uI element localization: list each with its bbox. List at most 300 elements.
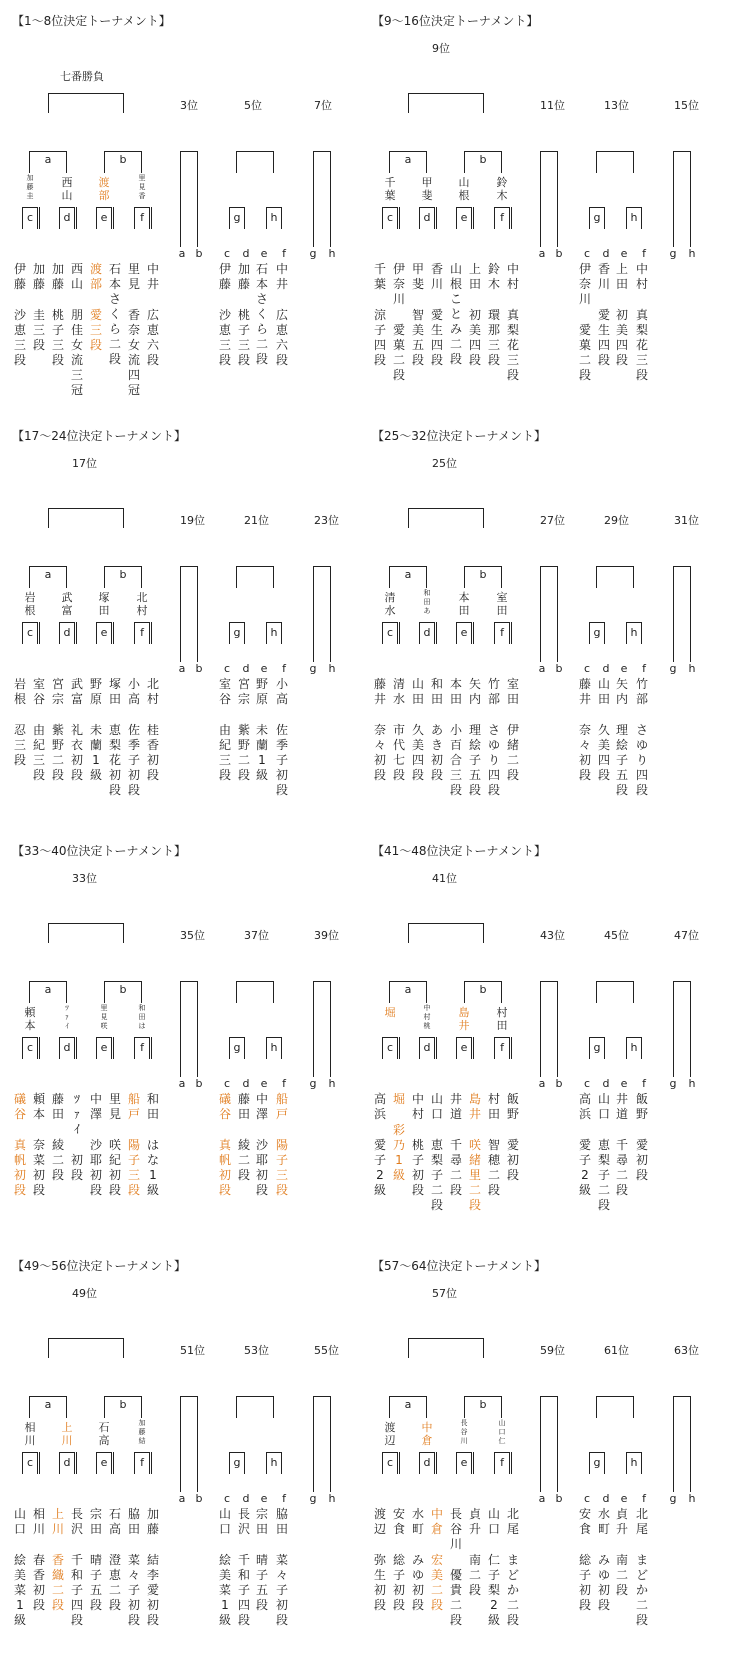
player-char: 町 [411, 1522, 424, 1536]
player-char: 段 [487, 353, 500, 367]
player-char: 紫 [51, 723, 64, 737]
player-char: 五 [89, 1583, 102, 1597]
final-rank-label: 33位 [72, 872, 97, 885]
slot-label-e: e [620, 247, 628, 260]
player-char: 段 [468, 353, 481, 367]
player-char: 塚 [108, 677, 121, 691]
player-char: 谷 [218, 692, 231, 706]
player-char: 沢 [70, 1522, 83, 1536]
rank-bracket [673, 566, 691, 662]
player-char: ﾂ [73, 1092, 80, 1106]
rank-label: 45位 [604, 929, 629, 942]
player-char: 広 [275, 308, 288, 322]
player-char: 宮 [237, 677, 250, 691]
player-char: 伊 [13, 262, 26, 276]
player-char: ゆ [635, 738, 648, 752]
player-char: 加 [32, 262, 45, 276]
player-char: 段 [506, 768, 519, 782]
bracket-box-g: g [229, 1037, 245, 1059]
player-char: 奈 [32, 1138, 45, 1152]
player-char: 六 [275, 338, 288, 352]
player-char: 四 [411, 753, 424, 767]
player-char: 宗 [255, 1507, 268, 1521]
player-char: 田 [506, 692, 519, 706]
player-char: 桃 [237, 308, 250, 322]
slot-label-f: f [282, 662, 286, 675]
player-char: 二 [578, 353, 591, 367]
player-char: 部 [635, 692, 648, 706]
player-char: 香 [597, 262, 610, 276]
player-char: 井 [468, 1107, 481, 1121]
player-char: 段 [218, 353, 231, 367]
player-char: 本 [108, 277, 121, 291]
player-char: 矢 [468, 677, 481, 691]
rank-label: 27位 [540, 514, 565, 527]
player-char: 耶 [255, 1153, 268, 1167]
player-char: 冠 [70, 383, 83, 397]
player-char: 乃 [392, 1138, 405, 1152]
player-char: 中 [411, 1092, 424, 1106]
player-char: 二 [51, 753, 64, 767]
player-char: 初 [32, 1168, 45, 1182]
player-char: 段 [506, 1168, 519, 1182]
player-char: 段 [237, 1613, 250, 1627]
player-char: さ [108, 292, 121, 306]
player-char: 段 [13, 753, 26, 767]
player-char: 尋 [615, 1153, 628, 1167]
slot-label-h: h [328, 1077, 336, 1090]
semifinalist-name: 山 根 [458, 176, 470, 202]
slot-label-a: a [538, 247, 546, 260]
player-char: 子 [255, 1568, 268, 1582]
rank-label: 11位 [540, 99, 565, 112]
player-char: 子 [578, 1153, 591, 1167]
player-char: ど [635, 1568, 648, 1582]
player-char: 代 [392, 738, 405, 752]
player-char: 岩 [13, 677, 26, 691]
player-char: 綾 [237, 1138, 250, 1152]
player-char: ゆ [411, 1568, 424, 1582]
bracket-box-e: e [96, 1037, 112, 1059]
player-char: 々 [578, 738, 591, 752]
slot-label-h: h [328, 662, 336, 675]
bracket-label-b: b [119, 153, 127, 166]
rank-bracket [596, 151, 634, 173]
bracket-stem [473, 622, 474, 644]
player-char: 段 [411, 768, 424, 782]
player-char: 田 [430, 692, 443, 706]
bracket-label-b: b [479, 153, 487, 166]
rank-label: 43位 [540, 929, 565, 942]
player-char: 級 [392, 1168, 405, 1182]
bracket-box-c: c [22, 207, 38, 229]
player-char: 二 [615, 1568, 628, 1582]
player-char: 初 [275, 768, 288, 782]
bracket-stem [399, 1037, 400, 1059]
player-char: 級 [89, 768, 102, 782]
player-char: 2 [581, 1168, 589, 1182]
player-char: 和 [146, 1092, 159, 1106]
player-char: 美 [218, 1568, 231, 1582]
player-char: 村 [146, 692, 159, 706]
player-char: 帆 [218, 1153, 231, 1167]
player-char: 礼 [70, 723, 83, 737]
rank-bracket [673, 1396, 691, 1492]
player-char: 段 [597, 353, 610, 367]
player-char: 衣 [70, 738, 83, 752]
player-char: 谷 [13, 1107, 26, 1121]
player-char: 加 [51, 262, 64, 276]
player-char: 美 [13, 1568, 26, 1582]
slot-label-e: e [260, 1492, 268, 1505]
player-char: 紀 [218, 738, 231, 752]
player-char: 鈴 [487, 262, 500, 276]
bracket-box-e: e [456, 207, 472, 229]
player-char: 段 [615, 1583, 628, 1597]
player-char: 藤 [218, 277, 231, 291]
player-char: 宗 [89, 1507, 102, 1521]
player-char: 初 [578, 1583, 591, 1597]
slot-label-c: c [583, 1492, 591, 1505]
bracket-stem [511, 1037, 512, 1059]
rank-label: 15位 [674, 99, 699, 112]
player-char: 子 [51, 323, 64, 337]
bracket-box-d: d [59, 1037, 75, 1059]
player-char: 川 [578, 292, 591, 306]
player-char: 生 [597, 323, 610, 337]
final-bracket-line [408, 93, 484, 113]
player-char: 段 [487, 783, 500, 797]
semifinalist-name: 渡 部 [98, 176, 110, 202]
semifinalist-name: 室 田 [496, 591, 508, 617]
slot-label-f: f [642, 1492, 646, 1505]
final-rank-label: 17位 [72, 457, 97, 470]
player-char: 子 [275, 1583, 288, 1597]
bracket-box-d: d [419, 622, 435, 644]
player-char: 総 [392, 1553, 405, 1567]
player-char: 絵 [468, 738, 481, 752]
player-char: 安 [578, 1507, 591, 1521]
slot-label-c: c [223, 1492, 231, 1505]
player-char: 菜 [218, 1583, 231, 1597]
player-char: 晴 [89, 1553, 102, 1567]
player-char: 沢 [237, 1522, 250, 1536]
player-char: 段 [32, 338, 45, 352]
player-char: 渡 [373, 1507, 386, 1521]
player-char: 段 [146, 1613, 159, 1627]
player-char: 段 [506, 368, 519, 382]
player-char: 川 [597, 277, 610, 291]
player-char: 初 [108, 1168, 121, 1182]
bracket-section [0, 0, 751, 415]
player-char: 桂 [146, 723, 159, 737]
player-char: 愛 [597, 308, 610, 322]
player-char: 四 [635, 768, 648, 782]
player-char: 田 [51, 1107, 64, 1121]
player-char: 船 [275, 1092, 288, 1106]
player-char: 甲 [411, 262, 424, 276]
bracket-box-g: g [229, 622, 245, 644]
player-char: 美 [597, 738, 610, 752]
player-char: 段 [411, 353, 424, 367]
bracket-stem [399, 622, 400, 644]
slot-label-g: g [309, 247, 317, 260]
player-char: 恵 [218, 323, 231, 337]
player-char: 竹 [635, 677, 648, 691]
player-char: 段 [635, 1613, 648, 1627]
player-char: 段 [51, 1168, 64, 1182]
player-char: 原 [255, 692, 268, 706]
player-char: 田 [89, 1522, 102, 1536]
player-char: 陽 [275, 1138, 288, 1152]
rank-label: 37位 [244, 929, 269, 942]
player-char: 段 [13, 353, 26, 367]
slot-label-a: a [538, 1492, 546, 1505]
player-char: 由 [32, 723, 45, 737]
slot-label-b: b [195, 662, 203, 675]
slot-label-g: g [309, 1492, 317, 1505]
player-char: 段 [127, 1613, 140, 1627]
player-char: 加 [146, 1507, 159, 1521]
player-char: 食 [392, 1522, 405, 1536]
player-char: 二 [51, 1583, 64, 1597]
player-char: 晴 [255, 1553, 268, 1567]
player-char: 七 [392, 753, 405, 767]
player-char: 北 [635, 1507, 648, 1521]
player-char: 段 [255, 1183, 268, 1197]
slot-label-d: d [242, 247, 250, 260]
player-char: 高 [373, 1092, 386, 1106]
player-char: 真 [218, 1138, 231, 1152]
player-char: 三 [449, 768, 462, 782]
player-char: 本 [449, 677, 462, 691]
player-char: 部 [487, 692, 500, 706]
player-char: 沙 [255, 1138, 268, 1152]
player-char: 段 [32, 1183, 45, 1197]
player-char: 奈 [578, 723, 591, 737]
player-char: 流 [127, 353, 140, 367]
rank-label: 61位 [604, 1344, 629, 1357]
player-char: 矢 [615, 677, 628, 691]
bracket-box-e: e [456, 1037, 472, 1059]
bracket-label-b: b [119, 1398, 127, 1411]
bracket-section [0, 1245, 751, 1660]
player-char: 北 [506, 1507, 519, 1521]
player-char: 戸 [275, 1107, 288, 1121]
player-char: 戸 [127, 1107, 140, 1121]
semifinalist-name: 頼 本 [24, 1006, 36, 1032]
player-char: 恵 [597, 1138, 610, 1152]
player-char: 段 [108, 352, 121, 366]
slot-label-f: f [282, 1492, 286, 1505]
player-char: 段 [255, 1598, 268, 1612]
player-char: あ [430, 723, 443, 737]
player-char: 根 [449, 277, 462, 291]
semifinalist-name: 西 山 [61, 176, 73, 202]
player-char: 美 [411, 323, 424, 337]
player-char: 田 [615, 277, 628, 291]
bracket-label-b: b [479, 568, 487, 581]
player-char: 五 [468, 768, 481, 782]
player-char: 長 [449, 1507, 462, 1521]
player-char: 未 [255, 723, 268, 737]
player-char: 川 [51, 1522, 64, 1536]
player-char: 1 [16, 1598, 24, 1612]
player-char: 段 [392, 368, 405, 382]
player-char: 蘭 [89, 738, 102, 752]
player-char: 二 [487, 1168, 500, 1182]
player-char: 段 [127, 1183, 140, 1197]
player-char: 段 [51, 353, 64, 367]
player-char: 二 [237, 753, 250, 767]
player-char: 島 [468, 1092, 481, 1106]
bracket-label-a: a [44, 1398, 52, 1411]
bracket-box-g: g [589, 1037, 605, 1059]
player-char: 浜 [373, 1107, 386, 1121]
player-char: み [411, 1553, 424, 1567]
player-char: 根 [13, 692, 26, 706]
player-char: 段 [411, 1598, 424, 1612]
player-char: 長 [237, 1507, 250, 1521]
player-char: 礒 [218, 1092, 231, 1106]
player-char: 段 [146, 353, 159, 367]
player-char: 子 [89, 1568, 102, 1582]
player-char: 貴 [449, 1583, 462, 1597]
player-char: 菜 [127, 1553, 140, 1567]
player-char: 相 [32, 1507, 45, 1521]
player-char: 梨 [430, 1153, 443, 1167]
player-char: 木 [487, 277, 500, 291]
rank-label: 39位 [314, 929, 339, 942]
player-char: 口 [597, 1107, 610, 1121]
player-char: 三 [127, 1168, 140, 1182]
player-char: 西 [70, 262, 83, 276]
player-char: 季 [275, 738, 288, 752]
player-char: 初 [146, 1598, 159, 1612]
player-char: 葉 [373, 277, 386, 291]
player-char: 千 [449, 1138, 462, 1152]
player-char: 段 [373, 768, 386, 782]
player-char: 咲 [468, 1138, 481, 1152]
semifinalist-name: 塚 田 [98, 591, 110, 617]
player-char: 井 [449, 1092, 462, 1106]
player-char: 井 [275, 277, 288, 291]
player-char: 山 [430, 1092, 443, 1106]
player-char: 宗 [237, 692, 250, 706]
player-char: 由 [218, 723, 231, 737]
player-char: 紀 [32, 738, 45, 752]
bracket-box-h: h [266, 1037, 282, 1059]
player-char: 子 [127, 1583, 140, 1597]
player-char: 千 [373, 262, 386, 276]
slot-label-e: e [620, 662, 628, 675]
player-char: 級 [13, 1613, 26, 1627]
player-char: 和 [237, 1568, 250, 1582]
rank-label: 35位 [180, 929, 205, 942]
player-char: 二 [506, 1598, 519, 1612]
bracket-box-e: e [96, 207, 112, 229]
player-char: 梨 [108, 738, 121, 752]
player-char: 野 [506, 1107, 519, 1121]
player-char: 田 [275, 1522, 288, 1536]
player-char: 小 [127, 677, 140, 691]
player-char: ｧ [73, 1107, 80, 1121]
semifinalist-name: 島 井 [458, 1006, 470, 1032]
player-char: 段 [51, 768, 64, 782]
slot-label-f: f [282, 1077, 286, 1090]
player-char: 三 [13, 338, 26, 352]
player-char: 段 [237, 1168, 250, 1182]
final-bracket-line [408, 508, 484, 528]
player-char: 井 [578, 692, 591, 706]
player-char: 絵 [615, 738, 628, 752]
player-char: 智 [487, 1138, 500, 1152]
slot-label-c: c [583, 247, 591, 260]
player-char: 段 [275, 783, 288, 797]
player-char: 田 [108, 692, 121, 706]
player-char: 山 [70, 277, 83, 291]
player-char: 緒 [506, 738, 519, 752]
player-char: 山 [411, 677, 424, 691]
player-char: 弥 [373, 1553, 386, 1567]
player-char: 梨 [487, 1583, 500, 1597]
slot-label-f: f [642, 662, 646, 675]
bracket-box-e: e [456, 622, 472, 644]
player-char: 段 [430, 1598, 443, 1612]
player-char: 菜 [13, 1583, 26, 1597]
player-char: 田 [468, 277, 481, 291]
slot-label-g: g [309, 1077, 317, 1090]
player-char: 恵 [108, 1568, 121, 1582]
player-char: 段 [578, 768, 591, 782]
player-char: 子 [430, 1168, 443, 1182]
player-char: 二 [449, 337, 462, 351]
bracket-label-a: a [44, 153, 52, 166]
player-char: 愛 [146, 1583, 159, 1597]
player-char: 段 [89, 1183, 102, 1197]
player-char: 石 [108, 262, 121, 276]
rank-label: 55位 [314, 1344, 339, 1357]
player-char: 内 [615, 692, 628, 706]
player-char: 花 [108, 753, 121, 767]
bracket-box-f: f [134, 1452, 150, 1474]
bracket-section [0, 830, 751, 1245]
player-char: 級 [146, 1183, 159, 1197]
player-char: 五 [255, 1583, 268, 1597]
slot-label-b: b [195, 1492, 203, 1505]
player-char: 斐 [411, 277, 424, 291]
section-title: 【41〜48位決定トーナメント】 [372, 844, 547, 858]
slot-label-b: b [195, 247, 203, 260]
player-char: 初 [411, 1168, 424, 1182]
slot-label-e: e [260, 662, 268, 675]
player-char: 四 [70, 1598, 83, 1612]
player-char: 部 [89, 277, 102, 291]
player-char: 佐 [127, 723, 140, 737]
player-char: 那 [487, 323, 500, 337]
player-char: 石 [255, 262, 268, 276]
player-char: 愛 [635, 1138, 648, 1152]
player-char: 段 [218, 768, 231, 782]
player-char: 井 [373, 692, 386, 706]
player-char: 香 [127, 308, 140, 322]
player-char: 三 [275, 1168, 288, 1182]
player-char: 安 [392, 1507, 405, 1521]
player-char: 二 [237, 1153, 250, 1167]
player-char: 初 [89, 1168, 102, 1182]
player-char: 忍 [13, 723, 26, 737]
player-char: 澤 [255, 1107, 268, 1121]
